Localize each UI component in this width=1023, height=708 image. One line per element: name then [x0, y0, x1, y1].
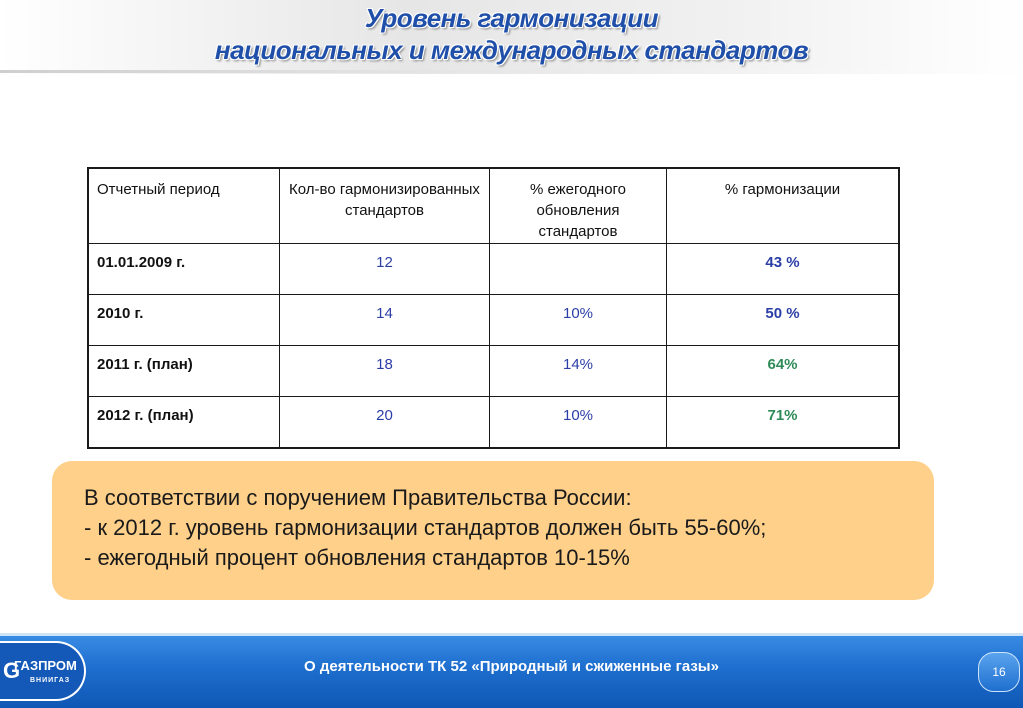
cell-update: 10% [490, 295, 667, 346]
cell-count: 14 [280, 295, 490, 346]
footer-caption: О деятельности ТК 52 «Природный и сжиженные газы» [304, 658, 719, 675]
cell-update: 10% [490, 397, 667, 449]
slide-title [0, 2, 1023, 66]
cell-update: 14% [490, 346, 667, 397]
note-line-1: В соответствии с поручением Правительства России: [84, 485, 632, 510]
cell-period: 01.01.2009 г. [88, 244, 280, 295]
cell-period: 2010 г. [88, 295, 280, 346]
footer-top-band [0, 633, 1023, 636]
header-divider [0, 70, 1023, 73]
table-row [88, 295, 899, 346]
slide-footer [0, 633, 1023, 708]
cell-harmonization: 43 % [667, 244, 900, 295]
cell-harmonization: 50 % [667, 295, 900, 346]
cell-harmonization: 71% [667, 397, 900, 449]
cell-period: 2012 г. (план) [88, 397, 280, 449]
cell-count: 12 [280, 244, 490, 295]
header-harmonization: % гармонизации [667, 168, 900, 244]
table-row [88, 346, 899, 397]
cell-period: 2011 г. (план) [88, 346, 280, 397]
title-line-1: Уровень гармонизации [364, 3, 659, 33]
header-period: Отчетный период [88, 168, 280, 244]
note-line-2: - к 2012 г. уровень гармонизации стандартов должен быть 55-60%; [84, 515, 767, 540]
note-line-3: - ежегодный процент обновления стандартов 10-15% [84, 545, 630, 570]
cell-count: 18 [280, 346, 490, 397]
gazprom-flame-icon: G [3, 658, 21, 683]
logo-text: ГАЗПРОМ [14, 658, 77, 673]
page-number: 16 [978, 652, 1020, 692]
government-directive-note [52, 461, 934, 600]
table-row [88, 397, 899, 449]
harmonization-table [87, 167, 900, 449]
cell-harmonization: 64% [667, 346, 900, 397]
logo-subtext: ВНИИГАЗ [30, 677, 71, 684]
header-count: Кол-во гармонизированных стандартов [280, 168, 490, 244]
table-header-row [88, 168, 899, 244]
cell-update [490, 244, 667, 295]
header-update: % ежегодного обновления стандартов [490, 168, 667, 244]
cell-count: 20 [280, 397, 490, 449]
table-row [88, 244, 899, 295]
title-line-2: национальных и международных стандартов [214, 35, 809, 65]
